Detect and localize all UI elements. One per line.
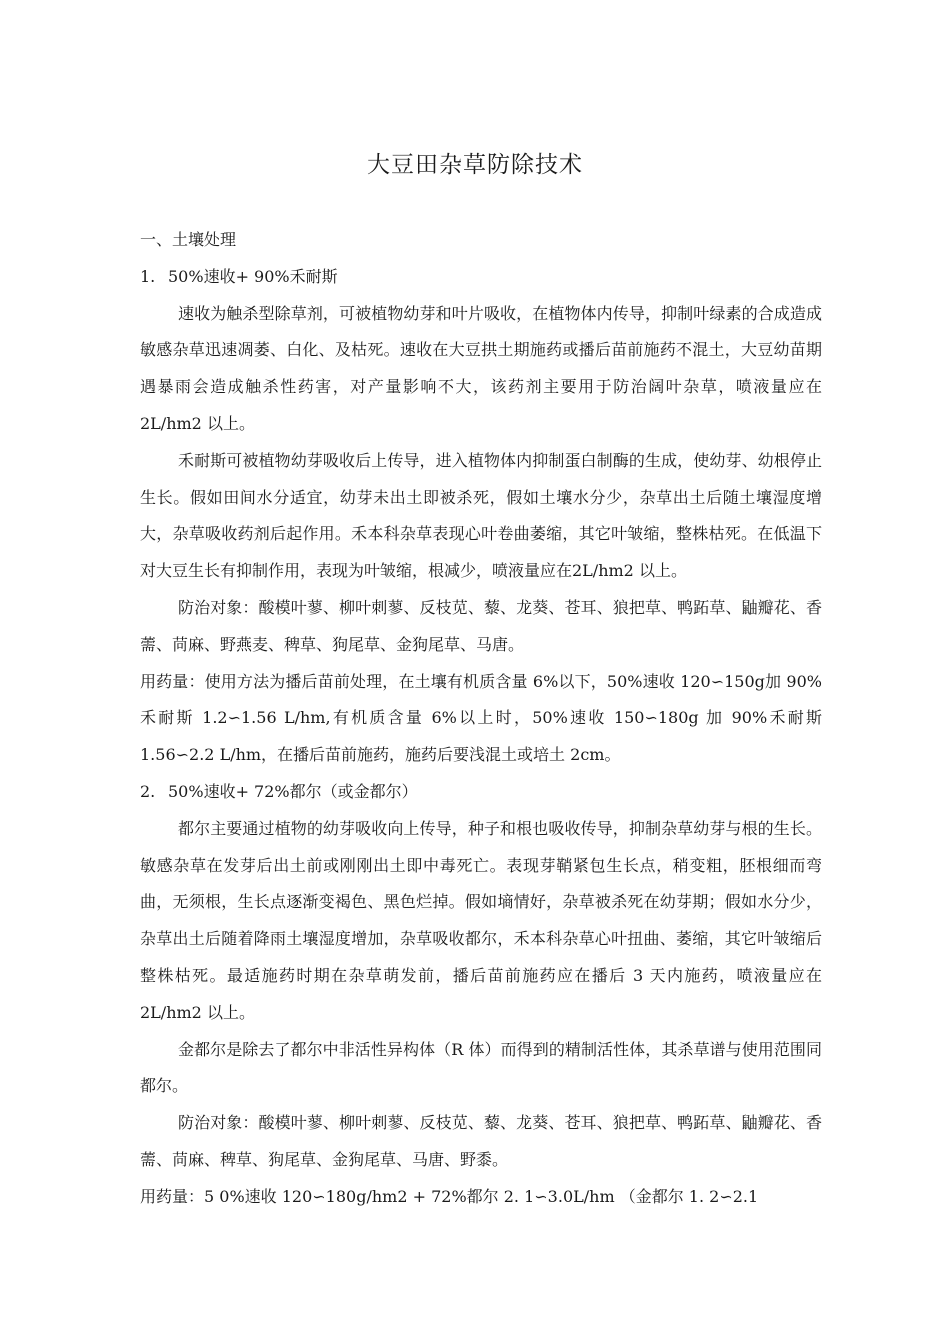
document-title: 大豆田杂草防除技术 — [367, 152, 583, 178]
paragraph-target-weeds-1: 防治对象：酸模叶蓼、柳叶刺蓼、反枝苋、藜、龙葵、苍耳、狼把草、鸭跖草、鼬瓣花、香薷、苘麻、野燕麦、稗草、狗尾草、金狗尾草、马唐。 — [140, 597, 822, 654]
paragraph-jinduer-description: 金都尔是除去了都尔中非活性异构体（R 体）而得到的精制活性体，其杀草谱与使用范围同都尔。 — [140, 1039, 822, 1096]
section-heading-soil-treatment: 一、土壤处理 — [140, 230, 237, 249]
paragraph-sushou-description: 速收为触杀型除草剂，可被植物幼芽和叶片吸收，在植物体内传导，抑制叶绿素的合成造成敏感杂草迅速凋萎、白化、及枯死。速收在大豆拱土期施药或播后苗前施药不混土，大豆幼苗期遇暴雨会造成触杀性药害，对产量影响不大，该药剂主要用于防治阔叶杂草，喷液量应在2L/hm2 以上。 — [140, 303, 822, 433]
item-number-2: 2. — [140, 781, 156, 801]
item-title-2: 50%速收+ 72%都尔（或金都尔） — [168, 781, 418, 801]
paragraph-duer-description: 都尔主要通过植物的幼芽吸收向上传导，种子和根也吸收传导，抑制杂草幼芽与根的生长。敏感杂草在发芽后出土前或刚刚出土即中毒死亡。表现芽鞘紧包生长点，稍变粗，胚根细而弯曲，无须根，生长点逐渐变褐色、黑色烂掉。假如墒情好，杂草被杀死在幼芽期；假如水分少，杂草出土后随着降雨土壤湿度增加，杂草吸收都尔，禾本科杂草心叶扭曲、萎缩，其它叶皱缩后整株枯死。最适施药时期在杂草萌发前，播后苗前施药应在播后 3 天内施药，喷液量应在 2L/hm2 以上。 — [140, 818, 822, 1022]
paragraph-target-weeds-2: 防治对象：酸模叶蓼、柳叶刺蓼、反枝苋、藜、龙葵、苍耳、狼把草、鸭跖草、鼬瓣花、香薷、苘麻、稗草、狗尾草、金狗尾草、马唐、野黍。 — [140, 1113, 822, 1169]
item-number-1: 1. — [140, 266, 156, 286]
paragraph-dosage-1: 用药量：使用方法为播后苗前处理，在土壤有机质含量 6%以下，50%速收 120∽150g加 90%禾耐斯 1.2∽1.56 L/hm,有机质含量 6%以上时，50%速收 150∽180g 加 90%禾耐斯1.56∽2.2 L/hm，在播后苗前施药，施药后要浅混土或培土 2cm。 — [140, 671, 822, 765]
document-body — [140, 222, 822, 1216]
item-heading-2 — [140, 774, 822, 811]
item-heading-1 — [140, 259, 822, 296]
item-title-1: 50%速收+ 90%禾耐斯 — [168, 266, 338, 286]
paragraph-dosage-2: 用药量：5 0%速收 120∽180g/hm2 + 72%都尔 2. 1∽3.0L/hm （金都尔 1. 2∽2.1 — [140, 1186, 759, 1206]
paragraph-henaisi-description: 禾耐斯可被植物幼芽吸收后上传导，进入植物体内抑制蛋白制酶的生成，使幼芽、幼根停止生长。假如田间水分适宜，幼芽未出土即被杀死，假如土壤水分少，杂草出土后随土壤湿度增大，杂草吸收药剂后起作用。禾本科杂草表现心叶卷曲萎缩，其它叶皱缩，整株枯死。在低温下对大豆生长有抑制作用，表现为叶皱缩，根减少，喷液量应在2L/hm2 以上。 — [140, 450, 822, 581]
